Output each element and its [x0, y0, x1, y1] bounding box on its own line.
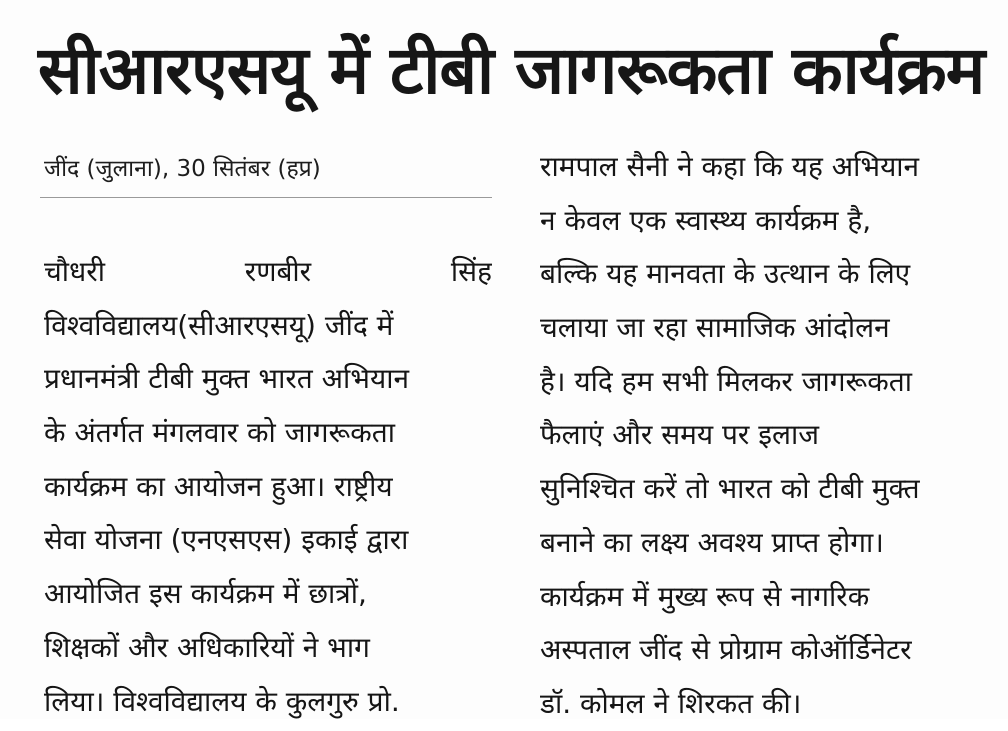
article-column-right: [540, 140, 990, 731]
article-line: सुनिश्चित करें तो भारत को टीबी मुक्त: [540, 472, 920, 506]
article-word: सिंह: [450, 255, 492, 288]
article-word: चौधरी: [44, 255, 105, 288]
article-line: है। यदि हम सभी मिलकर जागरूकता: [540, 364, 913, 398]
article-line: कार्यक्रम का आयोजन हुआ। राष्ट्रीय: [44, 469, 393, 503]
article-line: आयोजित इस कार्यक्रम में छात्रों,: [44, 577, 367, 611]
article-line: विश्वविद्यालय(सीआरएसयू) जींद में: [44, 308, 394, 342]
article-word: रणबीर: [244, 255, 312, 288]
article-line: [44, 245, 492, 299]
article-line: बल्कि यह मानवता के उत्थान के लिए: [540, 257, 911, 291]
article-line: बनाने का लक्ष्य अवश्य प्राप्त होगा।: [540, 525, 884, 559]
article-line: के अंतर्गत मंगलवार को जागरूकता: [44, 416, 395, 450]
article-line: न केवल एक स्वास्थ्य कार्यक्रम है,: [540, 203, 872, 237]
article-line: सेवा योजना (एनएसएस) इकाई द्वारा: [44, 523, 409, 557]
article-line: शिक्षकों और अधिकारियों ने भाग: [44, 630, 370, 664]
article-line: रामपाल सैनी ने कहा कि यह अभियान: [540, 150, 920, 183]
article-column-left: [44, 245, 492, 728]
article-line: अस्पताल जींद से प्रोग्राम कोऑर्डिनेटर: [540, 633, 912, 667]
article-line: डॉ. कोमल ने शिरकत की।: [540, 686, 802, 720]
article-line: लिया। विश्वविद्यालय के कुलगुरु प्रो.: [44, 684, 400, 718]
article-line: फैलाएं और समय पर इलाज: [540, 418, 820, 452]
article-line: प्रधानमंत्री टीबी मुक्त भारत अभियान: [44, 362, 410, 396]
article-line: कार्यक्रम में मुख्य रूप से नागरिक: [540, 579, 870, 613]
article-line: चलाया जा रहा सामाजिक आंदोलन: [540, 311, 890, 345]
dateline: जींद (जुलाना), 30 सितंबर (हप्र): [44, 156, 321, 182]
dateline-rule: [40, 197, 492, 198]
headline: सीआरएसयू में टीबी जागरूकता कार्यक्रम: [38, 32, 985, 109]
